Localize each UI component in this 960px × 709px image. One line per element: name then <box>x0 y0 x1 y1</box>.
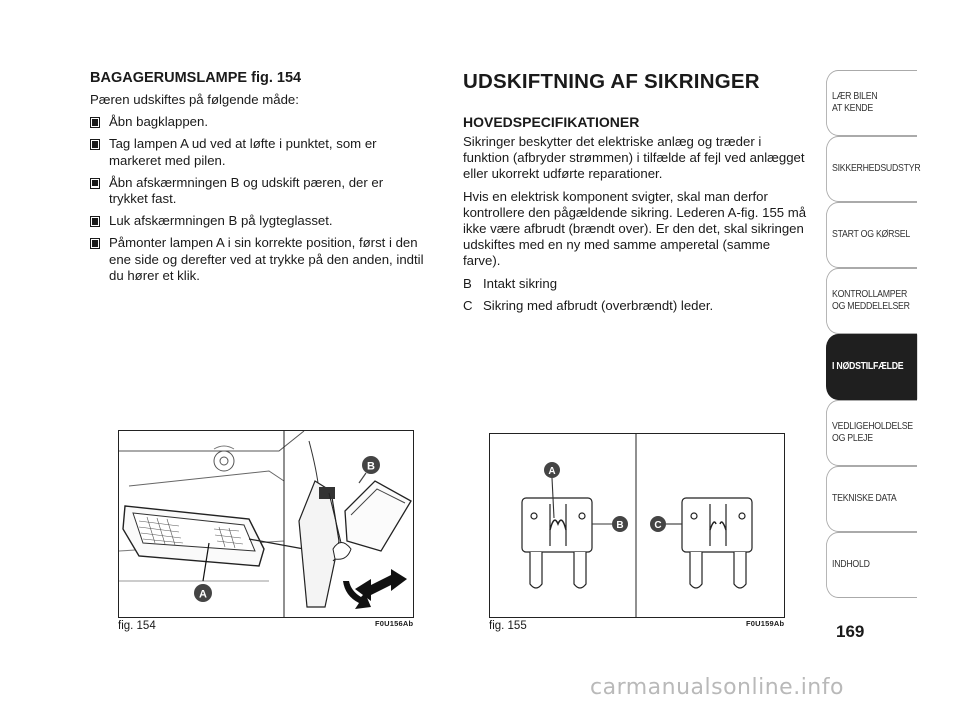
checkbox-bullet-icon <box>90 216 100 227</box>
page-number: 169 <box>836 622 865 641</box>
steps-list <box>90 114 425 284</box>
figure-154-caption: fig. 154 <box>118 620 156 632</box>
fuse-drawing <box>490 434 784 617</box>
step-item: Åbn bagklappen. <box>90 114 425 130</box>
tab-warning-lights[interactable]: KONTROLLAMPER OG MEDDELELSER <box>826 268 917 334</box>
tab-contents[interactable]: INDHOLD <box>826 532 917 598</box>
tab-maintenance[interactable]: VEDLIGEHOLDELSE OG PLEJE <box>826 400 917 466</box>
label-b: B <box>616 520 624 531</box>
label-a: A <box>199 588 207 601</box>
definition-b: B Intakt sikring <box>463 275 558 291</box>
checkbox-bullet-icon <box>90 178 100 189</box>
label-b: B <box>367 460 375 473</box>
figure-155-fuse-illustration <box>489 433 785 618</box>
checkbox-bullet-icon <box>90 238 100 249</box>
checkbox-bullet-icon <box>90 139 100 150</box>
intro-text: Pæren udskiftes på følgende måde: <box>90 92 299 107</box>
page-title: UDSKIFTNING AF SIKRINGER <box>463 70 760 93</box>
left-column <box>90 70 425 290</box>
tab-learn-car[interactable]: LÆR BILEN AT KENDE <box>826 70 917 136</box>
section-heading-trunk-lamp: BAGAGERUMSLAMPE fig. 154 <box>90 70 302 86</box>
figure-155-caption: fig. 155 <box>489 620 527 632</box>
chapter-tabs <box>826 70 921 598</box>
label-a: A <box>548 466 556 477</box>
paragraph: Hvis en elektrisk komponent svigter, skal man derfor kontrollere den pågældende sikring. Lederen A-fig. 155 må ikke være afbrudt (brændt over). Er den det, skal sikringen udskiftes med en ny med samme amperetal (samme farve). <box>463 188 807 269</box>
subheading: HOVEDSPECIFIKATIONER <box>463 114 640 130</box>
step-item: Påmonter lampen A i sin korrekte position, først i den ene side og derefter ved at trykke på den anden, indtil du hører et klik. <box>90 235 425 284</box>
tab-technical-data[interactable]: TEKNISKE DATA <box>826 466 917 532</box>
figure-155-code: F0U159Ab <box>746 619 785 628</box>
figure-154-code: F0U156Ab <box>375 619 414 628</box>
step-item: Åbn afskærmningen B og udskift pæren, der er trykket fast. <box>90 175 425 207</box>
definition-c: C Sikring med afbrudt (overbrændt) leder. <box>463 297 714 313</box>
trunk-lamp-drawing <box>119 431 413 617</box>
checkbox-bullet-icon <box>90 117 100 128</box>
label-c: C <box>654 520 662 531</box>
main-column <box>463 70 808 320</box>
figure-154-trunk-lamp-illustration <box>118 430 414 618</box>
watermark: carmanualsonline.info <box>590 675 844 700</box>
tab-emergency[interactable]: I NØDSTILFÆLDE <box>826 334 917 400</box>
paragraph: Sikringer beskytter det elektriske anlæg og træder i funktion (afbryder strømmen) i tilfælde af fejl ved anlægget eller ukorrekt udførte reparationer. <box>463 134 805 182</box>
step-item: Luk afskærmningen B på lygteglasset. <box>90 213 425 229</box>
tab-start-driving[interactable]: START OG KØRSEL <box>826 202 917 268</box>
tab-safety[interactable]: SIKKERHEDSUDSTYR <box>826 136 917 202</box>
step-item: Tag lampen A ud ved at løfte i punktet, som er markeret med pilen. <box>90 136 425 168</box>
